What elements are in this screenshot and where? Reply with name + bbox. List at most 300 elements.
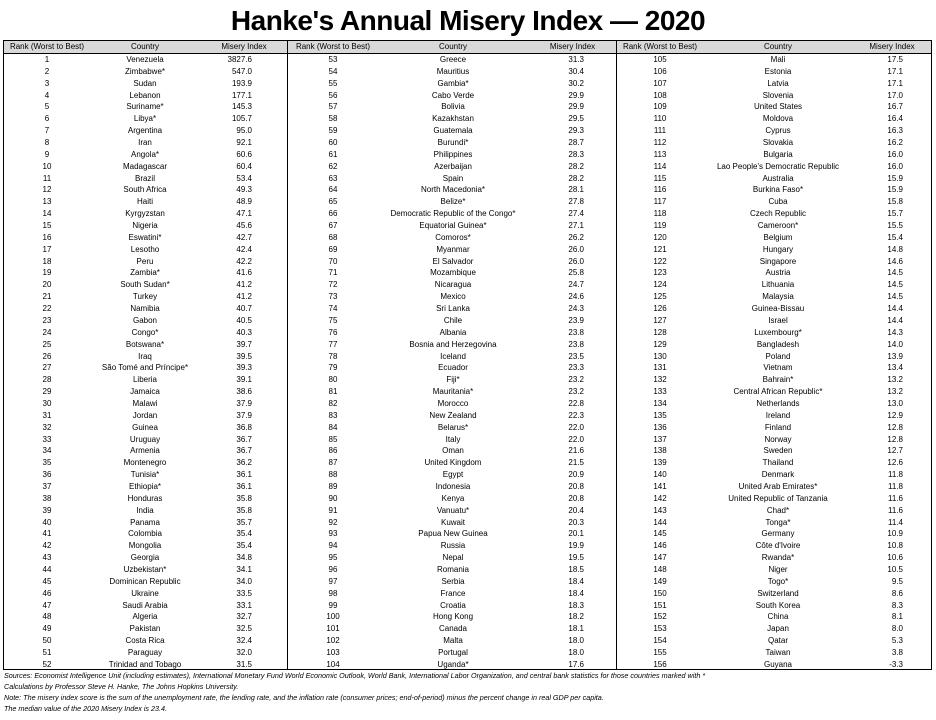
country-cell: France xyxy=(440,588,466,598)
rank-cell: 6 xyxy=(44,114,50,124)
country-cell: Algeria xyxy=(132,612,158,622)
misery-index-cell: 20.1 xyxy=(568,529,584,539)
misery-index-cell: 28.1 xyxy=(568,185,584,195)
rank-cell: 41 xyxy=(42,529,52,539)
country-cell: New Zealand xyxy=(429,410,477,420)
table-column-group-1 xyxy=(4,41,288,669)
country-cell: Ukraine xyxy=(131,588,159,598)
table-row xyxy=(617,635,931,647)
table-row xyxy=(617,469,931,481)
country-cell: Uganda* xyxy=(437,659,469,669)
table-row xyxy=(288,208,616,220)
misery-index-cell: 14.4 xyxy=(887,315,903,325)
table-row xyxy=(288,232,616,244)
country-cell: Panama xyxy=(130,517,160,527)
country-cell: Norway xyxy=(764,434,792,444)
misery-index-cell: 8.6 xyxy=(891,588,903,598)
table-row xyxy=(617,113,931,125)
rank-cell: 109 xyxy=(653,102,667,112)
misery-index-cell: 33.1 xyxy=(236,600,252,610)
misery-index-cell: 14.5 xyxy=(887,292,903,302)
table-row xyxy=(288,540,616,552)
rank-cell: 133 xyxy=(653,387,667,397)
rank-cell: 93 xyxy=(328,529,338,539)
misery-index-cell: 34.8 xyxy=(236,553,252,563)
rank-cell: 31 xyxy=(42,410,52,420)
table-row xyxy=(288,493,616,505)
table-row xyxy=(617,90,931,102)
table-row xyxy=(617,327,931,339)
misery-index-cell: 32.5 xyxy=(236,624,252,634)
table-row xyxy=(4,398,287,410)
table-row xyxy=(617,339,931,351)
misery-index-cell: 29.5 xyxy=(568,114,584,124)
country-cell: Guyana xyxy=(763,659,793,669)
country-cell: Bosnia and Herzegovina xyxy=(409,339,497,349)
misery-index-cell: 16.0 xyxy=(887,149,903,159)
table-row xyxy=(288,66,616,78)
country-cell: Ecuador xyxy=(438,363,468,373)
table-row xyxy=(288,445,616,457)
country-cell: Cabo Verde xyxy=(431,90,475,100)
misery-index-cell: 39.7 xyxy=(236,339,252,349)
misery-index-cell: 24.7 xyxy=(568,280,584,290)
rank-cell: 140 xyxy=(653,470,667,480)
table-row xyxy=(4,445,287,457)
misery-index-cell: 18.4 xyxy=(568,588,584,598)
country-cell: Angola* xyxy=(130,149,160,159)
country-cell: Hungary xyxy=(762,244,794,254)
table-column-group-3 xyxy=(617,41,931,669)
misery-index-cell: 15.9 xyxy=(887,173,903,183)
country-cell: Uzbekistan* xyxy=(123,564,167,574)
rank-cell: 89 xyxy=(328,481,338,491)
misery-index-cell: 193.9 xyxy=(231,78,252,88)
table-row xyxy=(288,588,616,600)
rank-cell: 110 xyxy=(653,114,667,124)
rank-cell: 7 xyxy=(44,126,50,136)
table-row xyxy=(617,184,931,196)
table-row xyxy=(4,315,287,327)
misery-index-cell: 18.5 xyxy=(568,564,584,574)
misery-index-cell: 37.9 xyxy=(236,410,252,420)
rank-cell: 108 xyxy=(653,90,667,100)
header-rank: Rank (Worst to Best) xyxy=(295,42,371,51)
country-cell: Liberia xyxy=(132,375,157,385)
table-row xyxy=(288,362,616,374)
table-row xyxy=(288,184,616,196)
header-misery-index: Misery Index xyxy=(549,42,596,51)
table-row xyxy=(288,315,616,327)
country-cell: South Sudan* xyxy=(120,280,170,290)
misery-index-cell: 17.6 xyxy=(568,659,584,669)
rank-cell: 150 xyxy=(653,588,667,598)
table-row xyxy=(617,611,931,623)
rank-cell: 120 xyxy=(653,232,667,242)
table-row xyxy=(4,505,287,517)
country-cell: Venezuela xyxy=(126,55,164,64)
country-cell: United Arab Emirates* xyxy=(738,481,818,491)
misery-index-cell: 27.8 xyxy=(568,197,584,207)
rank-cell: 82 xyxy=(328,398,338,408)
table-row xyxy=(4,149,287,161)
country-cell: South Korea xyxy=(755,600,801,610)
rank-cell: 29 xyxy=(42,387,52,397)
misery-index-cell: 10.9 xyxy=(887,529,903,539)
rank-cell: 62 xyxy=(328,161,338,171)
country-cell: Singapore xyxy=(759,256,797,266)
misery-index-cell: 145.3 xyxy=(231,102,252,112)
misery-index-cell: 9.5 xyxy=(891,576,903,586)
country-cell: Dominican Republic xyxy=(109,576,181,586)
rank-cell: 142 xyxy=(653,493,667,503)
rank-cell: 10 xyxy=(42,161,52,171)
table-row xyxy=(4,659,287,671)
rank-cell: 26 xyxy=(42,351,52,361)
table-row xyxy=(617,528,931,540)
table-row xyxy=(617,101,931,113)
misery-index-cell: 12.9 xyxy=(887,410,903,420)
rank-cell: 85 xyxy=(328,434,338,444)
country-cell: Georgia xyxy=(130,553,160,563)
table-row xyxy=(4,54,287,66)
table-header xyxy=(288,41,616,54)
misery-index-cell: 39.3 xyxy=(236,363,252,373)
rank-cell: 58 xyxy=(328,114,338,124)
country-cell: China xyxy=(767,612,789,622)
misery-index-cell: 22.0 xyxy=(568,422,584,432)
rank-cell: 2 xyxy=(44,66,50,76)
country-cell: Lao People's Democratic Republic xyxy=(716,161,840,171)
misery-index-cell: 42.2 xyxy=(236,256,252,266)
table-row xyxy=(288,410,616,422)
rank-cell: 146 xyxy=(653,541,667,551)
rank-cell: 103 xyxy=(326,648,340,657)
rank-cell: 129 xyxy=(653,339,667,349)
table-row xyxy=(617,505,931,517)
rank-cell: 4 xyxy=(44,90,50,100)
misery-index-cell: 8.3 xyxy=(891,600,903,610)
rank-cell: 42 xyxy=(42,541,52,551)
table-row xyxy=(288,576,616,588)
misery-index-cell: 26.0 xyxy=(568,256,584,266)
country-cell: Iceland xyxy=(440,351,466,361)
country-cell: Canada xyxy=(438,624,468,634)
rank-cell: 33 xyxy=(42,434,52,444)
rank-cell: 122 xyxy=(653,256,667,266)
misery-index-cell: 18.0 xyxy=(568,648,584,657)
calculations-note: Calculations by Professor Steve H. Hanke, The Johns Hopkins University. xyxy=(4,682,239,691)
misery-index-cell: 3.8 xyxy=(891,648,903,657)
misery-index-cell: 32.0 xyxy=(236,648,252,657)
rank-cell: 18 xyxy=(42,256,52,266)
rank-cell: 114 xyxy=(653,161,667,171)
rank-cell: 95 xyxy=(328,553,338,563)
country-cell: Democratic Republic of the Congo* xyxy=(390,209,516,219)
table-row xyxy=(288,552,616,564)
table-row xyxy=(4,540,287,552)
country-cell: Brazil xyxy=(134,173,155,183)
table-row xyxy=(288,600,616,612)
country-cell: Myanmar xyxy=(436,244,470,254)
country-cell: Luxembourg* xyxy=(754,327,802,337)
rank-cell: 34 xyxy=(42,446,52,456)
country-cell: Oman xyxy=(442,446,464,456)
misery-index-cell: 47.1 xyxy=(236,209,252,219)
misery-index-cell: 5.3 xyxy=(891,636,903,646)
table-row xyxy=(4,161,287,173)
rank-cell: 75 xyxy=(328,315,338,325)
rank-cell: 99 xyxy=(328,600,338,610)
misery-index-cell: 95.0 xyxy=(236,126,252,136)
table-row xyxy=(288,398,616,410)
rank-cell: 96 xyxy=(328,564,338,574)
table-row xyxy=(288,291,616,303)
misery-index-cell: 35.4 xyxy=(236,529,252,539)
misery-index-cell: 36.7 xyxy=(236,446,252,456)
table-row xyxy=(288,386,616,398)
country-cell: Thailand xyxy=(762,458,794,468)
country-cell: Comoros* xyxy=(435,232,471,242)
rank-cell: 17 xyxy=(42,244,52,254)
table-row xyxy=(617,351,931,363)
misery-index-cell: 22.8 xyxy=(568,398,584,408)
misery-index-cell: 14.3 xyxy=(887,327,903,337)
rank-cell: 8 xyxy=(44,138,50,148)
misery-index-cell: 35.8 xyxy=(236,493,252,503)
country-cell: Guinea-Bissau xyxy=(751,304,805,314)
header-country: Country xyxy=(438,42,467,51)
country-cell: Eswatini* xyxy=(128,232,162,242)
rank-cell: 57 xyxy=(328,102,338,112)
misery-index-cell: 30.4 xyxy=(568,66,584,76)
country-cell: Latvia xyxy=(767,78,789,88)
rank-cell: 94 xyxy=(328,541,338,551)
rank-cell: 70 xyxy=(328,256,338,266)
misery-index-cell: 23.5 xyxy=(568,351,584,361)
misery-index-cell: 23.8 xyxy=(568,339,584,349)
table-row xyxy=(617,232,931,244)
median-note: The median value of the 2020 Misery Index is 23.4. xyxy=(4,704,168,713)
table-row xyxy=(288,90,616,102)
country-cell: Rwanda* xyxy=(761,553,795,563)
table-row xyxy=(4,611,287,623)
table-row xyxy=(288,303,616,315)
rank-cell: 54 xyxy=(328,66,338,76)
country-cell: Equatorial Guinea* xyxy=(419,221,487,231)
country-cell: Nepal xyxy=(442,553,464,563)
rank-cell: 9 xyxy=(44,149,50,159)
table-row xyxy=(288,220,616,232)
table-row xyxy=(288,78,616,90)
table-row xyxy=(4,78,287,90)
misery-index-cell: 15.8 xyxy=(887,197,903,207)
table-row xyxy=(4,588,287,600)
chart-title: Hanke's Annual Misery Index — 2020 xyxy=(230,5,706,36)
country-cell: Madagascar xyxy=(122,161,168,171)
table-row xyxy=(288,196,616,208)
misery-index-cell: 23.2 xyxy=(568,375,584,385)
rank-cell: 131 xyxy=(653,363,667,373)
rank-cell: 81 xyxy=(328,387,338,397)
country-cell: Germany xyxy=(761,529,795,539)
rank-cell: 59 xyxy=(328,126,338,136)
misery-index-cell: 28.3 xyxy=(568,149,584,159)
country-cell: Belgium xyxy=(763,232,793,242)
country-cell: São Tomé and Príncipe* xyxy=(101,363,189,373)
country-cell: Austria xyxy=(765,268,791,278)
country-cell: Burkina Faso* xyxy=(752,185,804,195)
table-row xyxy=(617,315,931,327)
country-cell: Montenegro xyxy=(123,458,167,468)
misery-index-cell: 13.2 xyxy=(887,375,903,385)
country-cell: Indonesia xyxy=(435,481,471,491)
rank-cell: 45 xyxy=(42,576,52,586)
misery-index-cell: 36.1 xyxy=(236,481,252,491)
country-cell: Denmark xyxy=(761,470,795,480)
misery-index-cell: 39.1 xyxy=(236,375,252,385)
misery-index-cell: 42.7 xyxy=(236,232,252,242)
country-cell: Philippines xyxy=(433,149,473,159)
table-row xyxy=(4,184,287,196)
rank-cell: 149 xyxy=(653,576,667,586)
table-row xyxy=(288,422,616,434)
country-cell: Saudi Arabia xyxy=(122,600,168,610)
misery-index-cell: 11.8 xyxy=(888,470,903,480)
misery-index-cell: 41.6 xyxy=(236,268,252,278)
table-row xyxy=(288,113,616,125)
misery-index-cell: 105.7 xyxy=(231,114,252,124)
country-cell: Uruguay xyxy=(129,434,161,444)
misery-index-cell: 12.8 xyxy=(887,422,903,432)
rank-cell: 127 xyxy=(653,315,667,325)
rank-cell: 50 xyxy=(42,636,52,646)
rank-cell: 101 xyxy=(326,624,340,634)
table-row xyxy=(4,267,287,279)
misery-index-cell: 27.1 xyxy=(568,221,584,231)
misery-index-cell: 8.1 xyxy=(891,612,903,622)
misery-index-cell: 17.0 xyxy=(887,90,903,100)
country-cell: Morocco xyxy=(437,398,469,408)
table-row xyxy=(617,623,931,635)
table-row xyxy=(617,267,931,279)
misery-index-cell: 18.4 xyxy=(568,576,584,586)
country-cell: Trinidad and Tobago xyxy=(108,659,182,669)
rank-cell: 153 xyxy=(653,624,667,634)
misery-index-cell: 24.6 xyxy=(568,292,584,302)
country-cell: United States xyxy=(753,102,803,112)
table-row xyxy=(617,137,931,149)
country-cell: Fiji* xyxy=(446,375,460,385)
rank-cell: 65 xyxy=(328,197,338,207)
misery-index-cell: 11.4 xyxy=(888,517,903,527)
table-row xyxy=(288,256,616,268)
rank-cell: 86 xyxy=(328,446,338,456)
country-cell: Ethiopia* xyxy=(128,481,162,491)
table-row xyxy=(4,410,287,422)
misery-index-cell: 35.8 xyxy=(236,505,252,515)
misery-index-cell: 36.1 xyxy=(236,470,252,480)
table-row xyxy=(288,564,616,576)
country-cell: Serbia xyxy=(441,576,465,586)
rank-cell: 92 xyxy=(328,517,338,527)
rank-cell: 60 xyxy=(328,138,338,148)
misery-index-cell: 41.2 xyxy=(236,280,252,290)
misery-index-cell: 60.6 xyxy=(236,149,252,159)
country-cell: Mongolia xyxy=(128,541,162,551)
misery-index-cell: 32.7 xyxy=(236,612,252,622)
country-cell: Nicaragua xyxy=(434,280,472,290)
sources-note: Sources: Economist Intelligence Unit (including estimates), International Monetary Fund World Economic Outlook, World Bank, International Labor Organization, and central bank statistics for those countries marked with * xyxy=(4,671,706,680)
rank-cell: 152 xyxy=(653,612,667,622)
rank-cell: 102 xyxy=(326,636,340,646)
misery-index-cell: 38.6 xyxy=(236,387,252,397)
rank-cell: 137 xyxy=(653,434,667,444)
country-cell: Central African Republic* xyxy=(733,387,823,397)
country-cell: El Salvador xyxy=(432,256,474,266)
misery-index-cell: 29.3 xyxy=(568,126,584,136)
country-cell: Gambia* xyxy=(437,78,469,88)
misery-index-cell: 14.8 xyxy=(887,244,903,254)
table-row xyxy=(288,623,616,635)
rank-cell: 80 xyxy=(328,375,338,385)
misery-index-cell: 39.5 xyxy=(236,351,252,361)
rank-cell: 51 xyxy=(42,648,52,657)
table-row xyxy=(288,647,616,659)
table-header xyxy=(4,41,287,54)
rank-cell: 106 xyxy=(653,66,667,76)
table-row xyxy=(617,410,931,422)
misery-index-cell: 30.2 xyxy=(568,78,584,88)
country-cell: Lesotho xyxy=(130,244,160,254)
table-row xyxy=(617,445,931,457)
table-row xyxy=(617,457,931,469)
table-row xyxy=(617,54,931,66)
table-row xyxy=(4,576,287,588)
rank-cell: 107 xyxy=(653,78,667,88)
rank-cell: 97 xyxy=(328,576,338,586)
country-cell: Australia xyxy=(762,173,794,183)
country-cell: Portugal xyxy=(438,648,468,657)
misery-index-cell: 11.6 xyxy=(888,493,903,503)
table-row xyxy=(4,517,287,529)
table-row xyxy=(288,173,616,185)
rank-cell: 123 xyxy=(653,268,667,278)
rank-cell: 24 xyxy=(42,327,52,337)
misery-index-cell: 11.6 xyxy=(888,505,903,515)
rank-cell: 20 xyxy=(42,280,52,290)
misery-index-cell: 12.8 xyxy=(887,434,903,444)
misery-index-cell: 14.4 xyxy=(887,304,903,314)
table-row xyxy=(288,528,616,540)
country-cell: Mozambique xyxy=(430,268,476,278)
country-cell: Jamaica xyxy=(130,387,160,397)
rank-cell: 155 xyxy=(653,648,667,657)
table-header xyxy=(617,41,931,54)
table-row xyxy=(4,469,287,481)
misery-index-cell: 177.1 xyxy=(231,90,252,100)
country-cell: Spain xyxy=(442,173,464,183)
misery-index-cell: 34.0 xyxy=(236,576,252,586)
misery-index-cell: 15.4 xyxy=(887,232,903,242)
misery-index-cell: 10.5 xyxy=(887,564,903,574)
table-row xyxy=(288,327,616,339)
country-cell: Honduras xyxy=(127,493,163,503)
misery-index-cell: 19.9 xyxy=(568,541,584,551)
table-row xyxy=(617,576,931,588)
table-row xyxy=(4,232,287,244)
misery-index-cell: 25.8 xyxy=(568,268,584,278)
